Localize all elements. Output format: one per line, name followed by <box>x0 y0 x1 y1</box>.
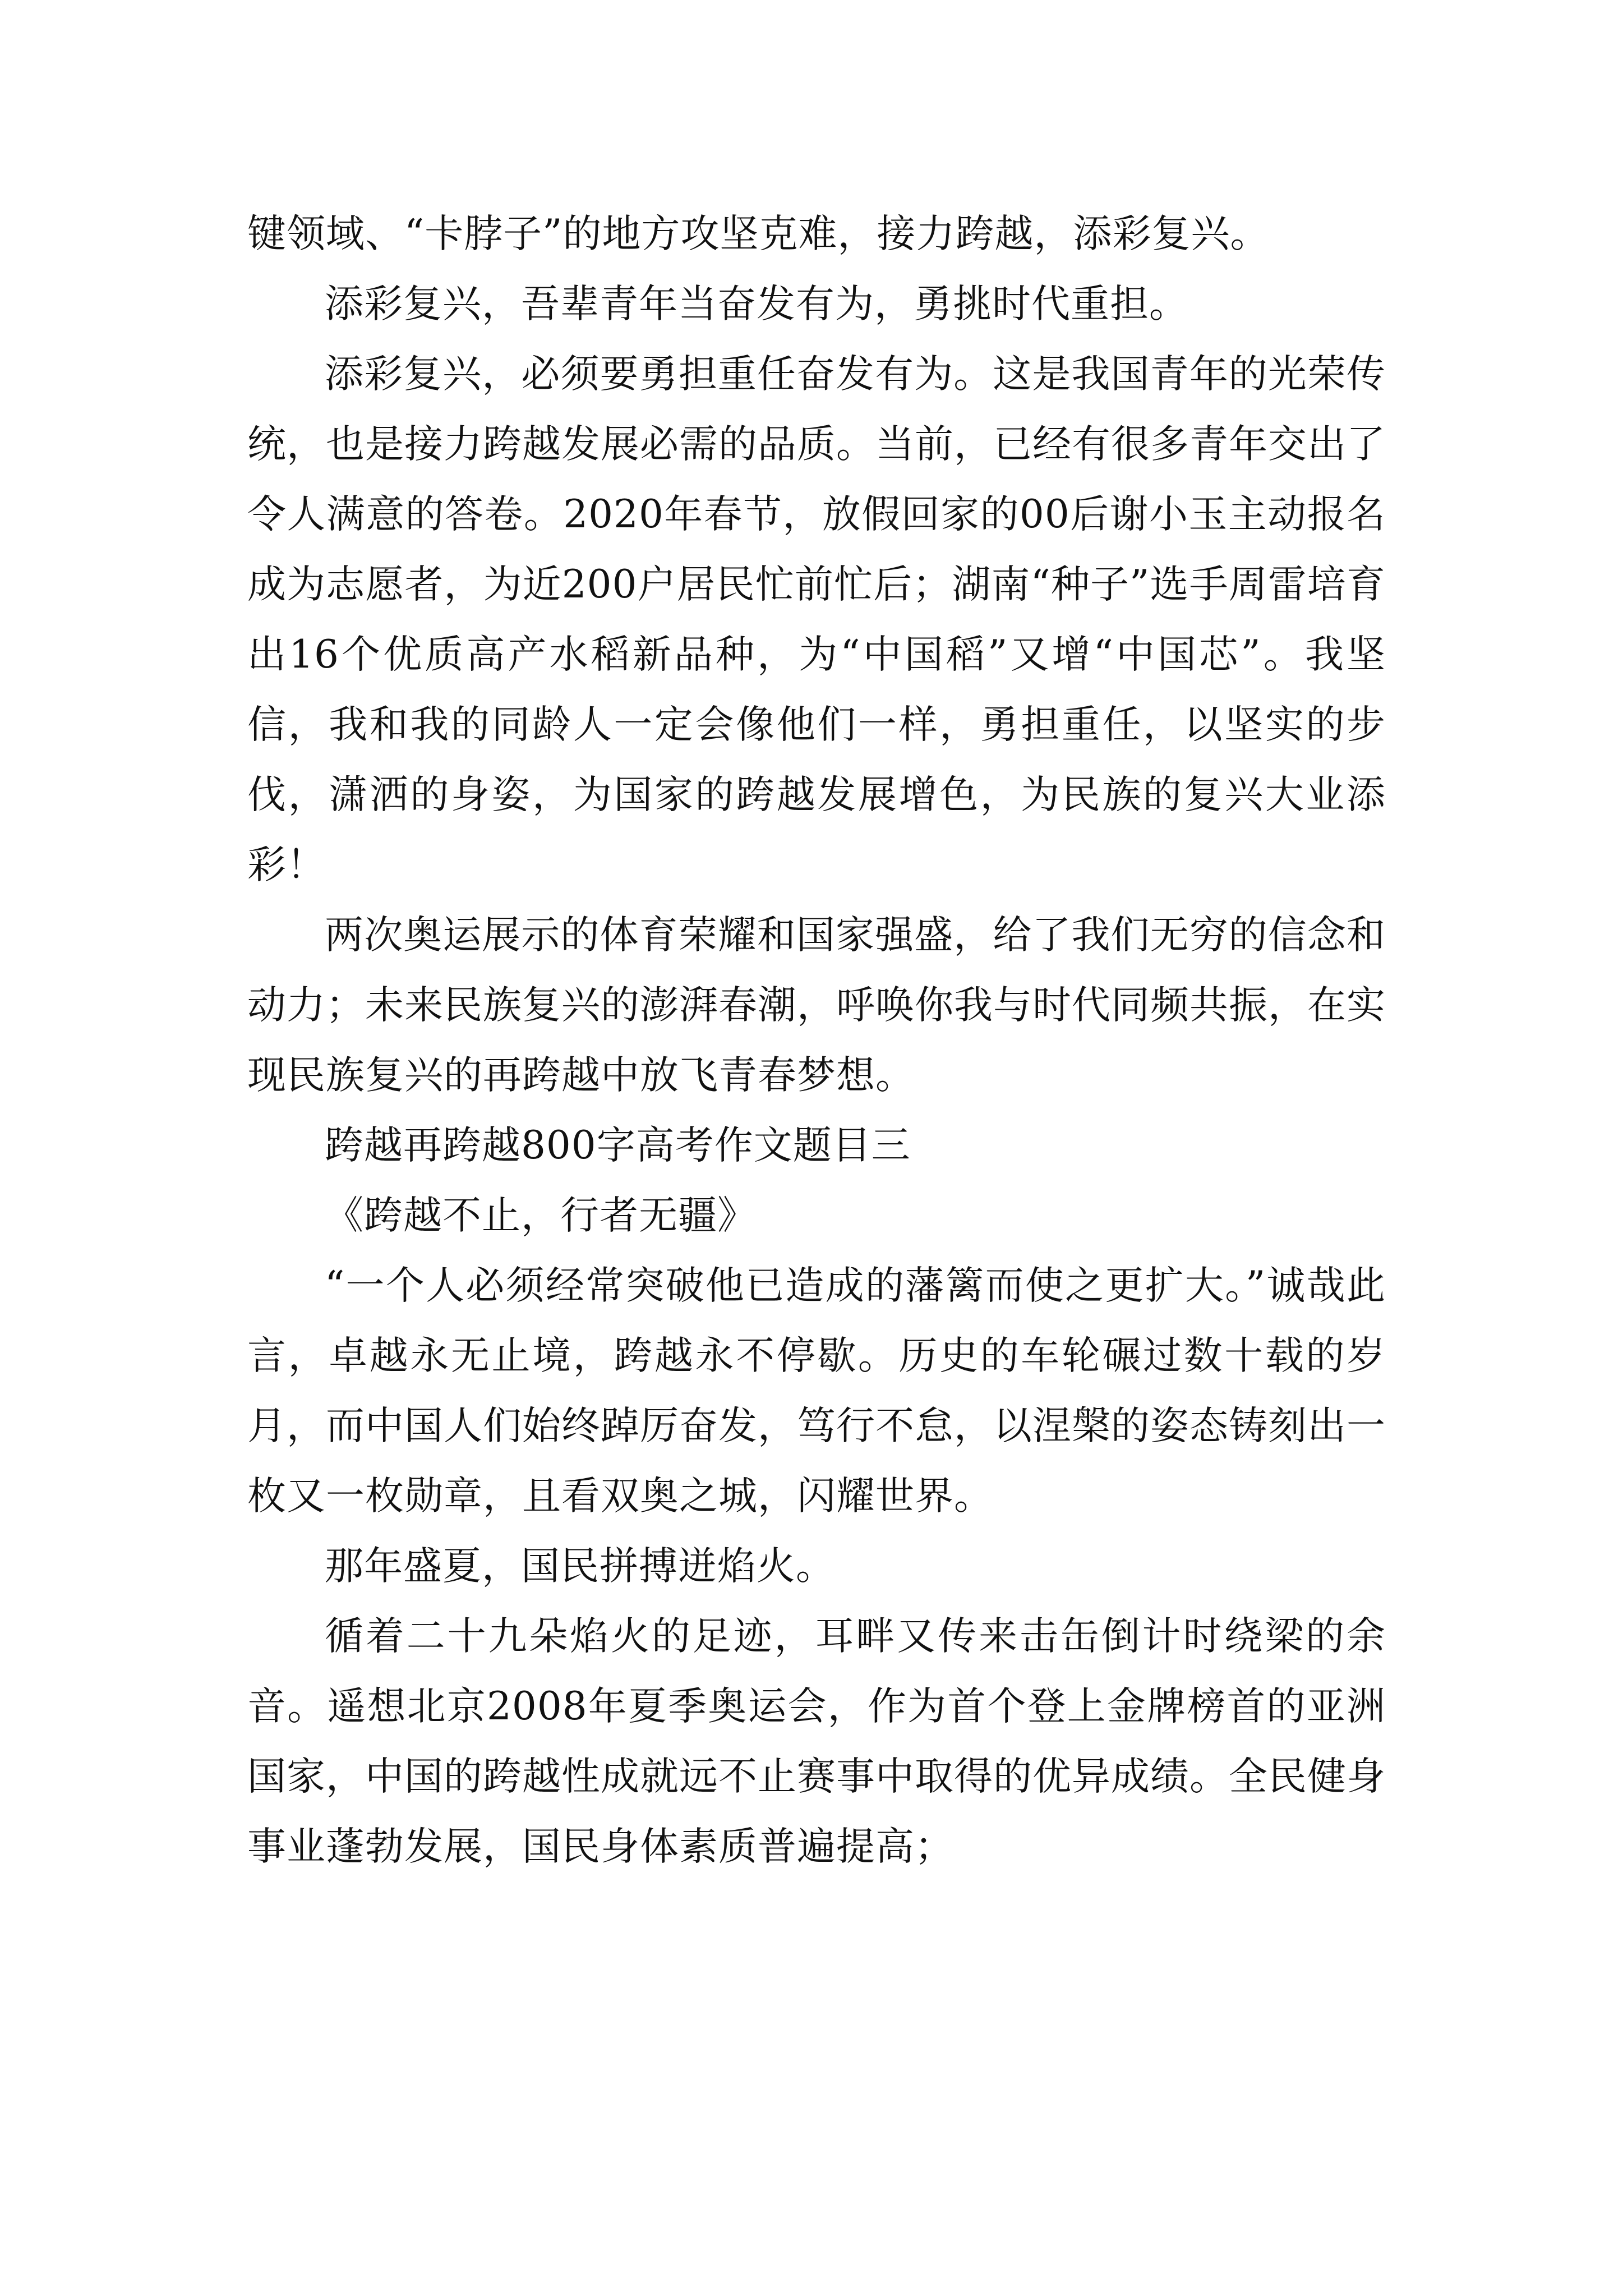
paragraph-continuation: 键领域、“卡脖子”的地方攻坚克难，接力跨越，添彩复兴。 <box>247 211 1270 256</box>
essay-title: 《跨越不止，行者无疆》 <box>325 1193 757 1238</box>
paragraph: 添彩复兴，吾辈青年当奋发有为，勇挑时代重担。 <box>325 282 1188 326</box>
section-heading: 跨越再跨越800字高考作文题目三 <box>325 1123 911 1168</box>
paragraph: 那年盛夏，国民拼搏迸焰火。 <box>325 1544 835 1589</box>
paragraph: 循着二十九朵焰火的足迹，耳畔又传来击缶倒计时绕梁的余音。遥想北京2008年夏季奥运会，作为首个登上金牌榜首的亚洲国家，中国的跨越性成就远不止赛事中取得的优异成绩。全民健身事业蓬勃发展，国民身体素质普遍提高； <box>247 1614 1386 1869</box>
paragraph: 添彩复兴，必须要勇担重任奋发有为。这是我国青年的光荣传统，也是接力跨越发展必需的品质。当前，已经有很多青年交出了令人满意的答卷。2020年春节，放假回家的00后谢小玉主动报名成为志愿者，为近200户居民忙前忙后；湖南“种子”选手周雷培育出16个优质高产水稻新品种，为“中国稻”又增“中国芯”。我坚信，我和我的同龄人一定会像他们一样，勇担重任，以坚实的步伐，潇洒的身姿，为国家的跨越发展增色，为民族的复兴大业添彩！ <box>247 352 1386 887</box>
paragraph: 两次奥运展示的体育荣耀和国家强盛，给了我们无穷的信念和动力；未来民族复兴的澎湃春潮，呼唤你我与时代同频共振，在实现民族复兴的再跨越中放飞青春梦想。 <box>247 913 1386 1098</box>
paragraph: “一个人必须经常突破他已造成的藩篱而使之更扩大。”诚哉此言，卓越永无止境，跨越永不停歇。历史的车轮碾过数十载的岁月，而中国人们始终踔厉奋发，笃行不怠，以涅槃的姿态铸刻出一枚又一枚勋章，且看双奥之城，闪耀世界。 <box>247 1263 1386 1519</box>
document-body <box>247 199 1386 1882</box>
